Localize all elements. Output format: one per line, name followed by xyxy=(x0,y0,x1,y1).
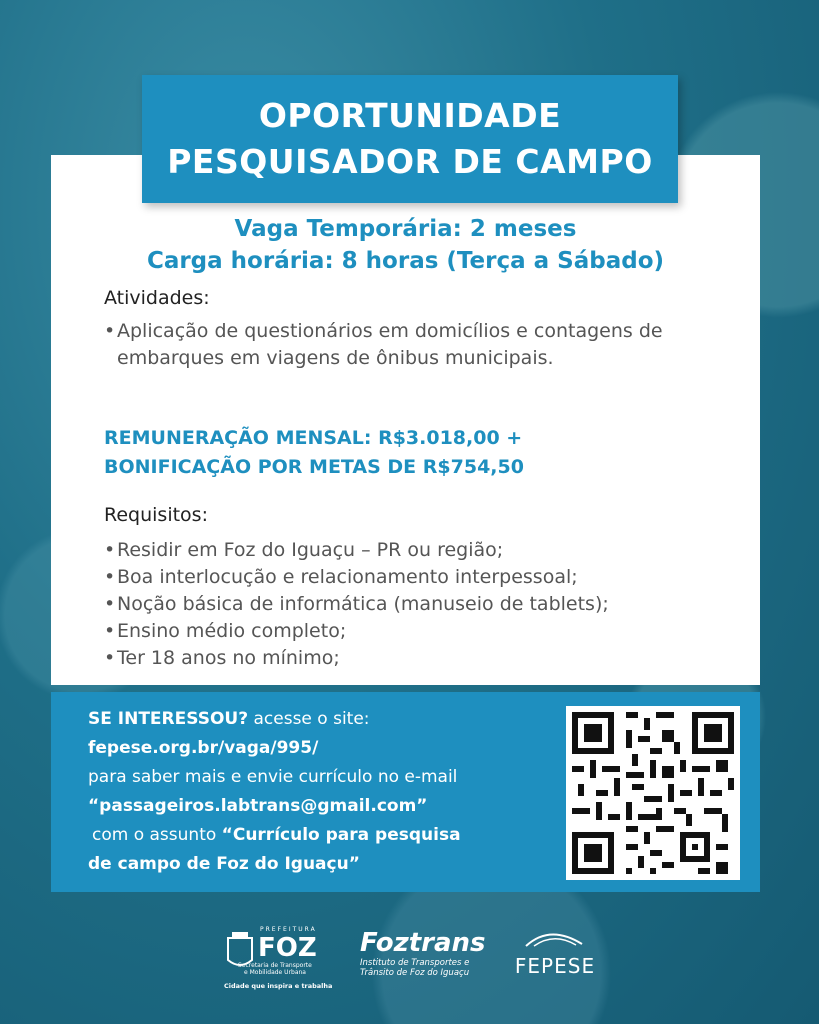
list-item: • Ensino médio completo; xyxy=(104,618,744,645)
requisitos-list xyxy=(104,537,744,672)
list-item: • Residir em Foz do Iguaçu – PR ou região; xyxy=(104,537,744,564)
list-item: • Noção básica de informática (manuseio de tablets); xyxy=(104,591,744,618)
qr-code[interactable] xyxy=(566,706,740,880)
remuneracao-line-2: BONIFICAÇÃO POR METAS DE R$754,50 xyxy=(104,456,524,478)
prefeitura-foz-logo xyxy=(222,920,342,1000)
email-link[interactable]: “passageiros.labtrans@gmail.com” xyxy=(88,796,428,816)
foz-text: FOZ xyxy=(258,933,317,963)
title-line-1: OPORTUNIDADE xyxy=(258,96,562,135)
qr-code-graphic xyxy=(566,706,740,880)
list-item: • Aplicação de questionários em domicílios e contagens de embarques em viagens de ônibus municipais. xyxy=(104,318,664,372)
vaga-temporaria: Vaga Temporária: 2 meses xyxy=(234,216,577,242)
atividades-list xyxy=(104,318,664,372)
title-banner xyxy=(142,75,678,203)
title-line-2: PESQUISADOR DE CAMPO xyxy=(167,142,653,181)
prefeitura-text: PREFEITURA xyxy=(260,926,317,933)
foztrans-title: Foztrans xyxy=(360,928,486,958)
fepese-text: FEPESE xyxy=(514,954,596,978)
slogan-text: Cidade que inspira e trabalha xyxy=(224,982,333,990)
sponsor-logos xyxy=(0,920,819,1010)
foztrans-sub-1: Instituto de Transportes e xyxy=(360,958,470,968)
assunto-line-1: “Currículo para pesquisa xyxy=(221,825,461,845)
foztrans-logo xyxy=(360,928,490,978)
saber-text: para saber mais e envie currículo no e-mail xyxy=(88,767,458,787)
foztrans-sub-2: Trânsito de Foz do Iguaçu xyxy=(360,968,470,978)
atividades-label: Atividades: xyxy=(104,287,210,309)
carga-horaria: Carga horária: 8 horas (Terça a Sábado) xyxy=(146,248,665,274)
interessou-label: SE INTERESSOU? xyxy=(88,709,249,729)
remuneracao-line-1: REMUNERAÇÃO MENSAL: R$3.018,00 + xyxy=(104,427,523,449)
secretaria-line-2: e Mobilidade Urbana xyxy=(244,969,306,976)
list-item: • Ter 18 anos no mínimo; xyxy=(104,645,744,672)
remuneracao xyxy=(104,424,724,482)
site-link[interactable]: fepese.org.br/vaga/995/ xyxy=(88,738,319,758)
requisitos-label: Requisitos: xyxy=(104,504,208,526)
assunto-line-2: de campo de Foz do Iguaçu” xyxy=(88,854,360,874)
acesse-text: acesse o site: xyxy=(253,709,370,729)
list-item: • Boa interlocução e relacionamento interpessoal; xyxy=(104,564,744,591)
coat-of-arms-icon xyxy=(222,920,342,996)
secretaria-line-1: Secretaria de Transporte xyxy=(238,962,312,969)
fepese-arc-icon xyxy=(520,928,590,950)
contact-info xyxy=(88,705,558,879)
assunto-prefix: com o assunto xyxy=(92,825,217,845)
fepese-logo xyxy=(505,928,605,978)
